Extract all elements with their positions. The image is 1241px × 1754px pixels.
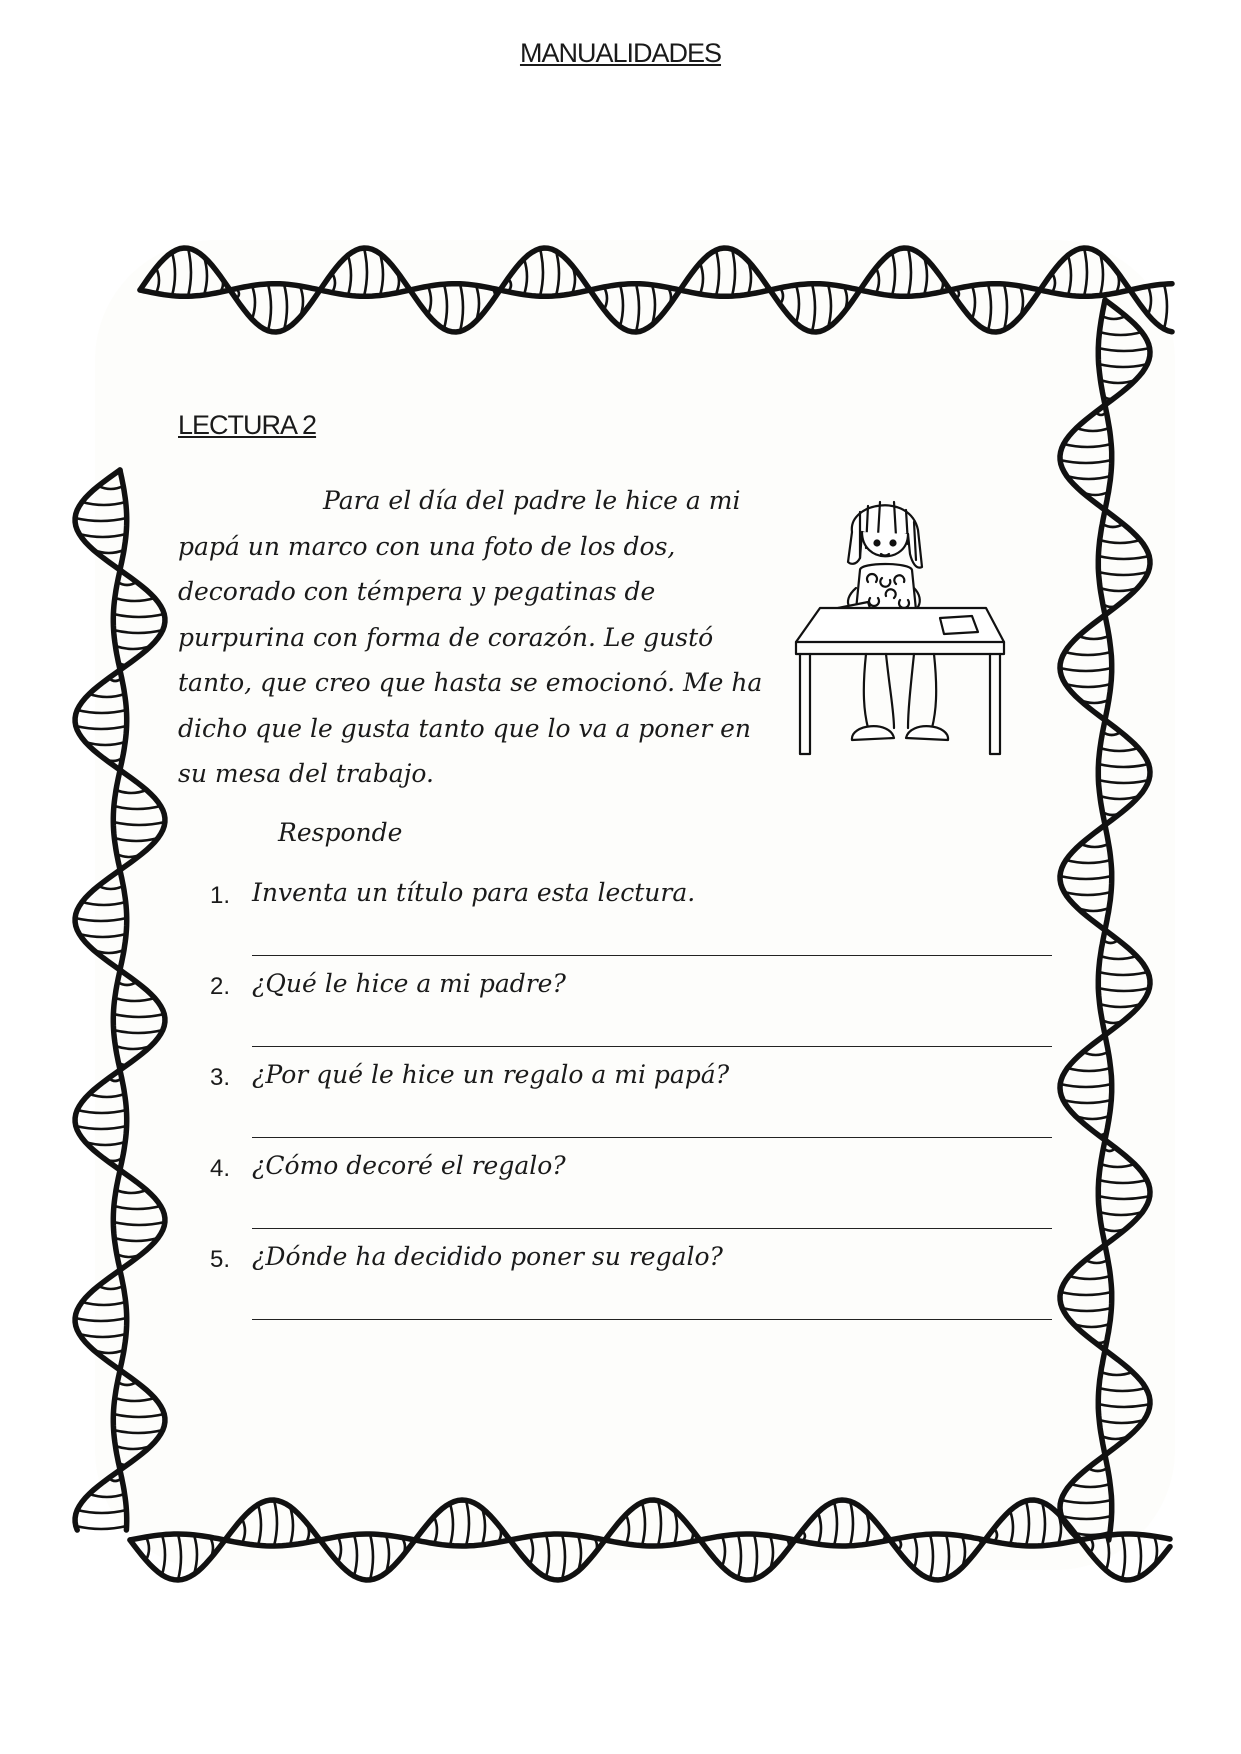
reading-line: papá un marco con una foto de los dos, — [178, 531, 676, 561]
reading-paragraph — [178, 478, 778, 797]
question-number: 4. — [210, 1155, 231, 1182]
question-text: ¿Dónde ha decidido poner su regalo? — [252, 1242, 723, 1271]
question-item — [210, 878, 1060, 969]
reading-line: decorado con témpera y pegatinas de — [178, 577, 656, 606]
question-item — [210, 1060, 1060, 1151]
question-item — [210, 1151, 1060, 1242]
question-item — [210, 969, 1060, 1060]
question-text: ¿Por qué le hice un regalo a mi papá? — [252, 1060, 730, 1089]
respond-label: Responde — [278, 818, 403, 847]
girl-at-desk-illustration — [790, 492, 1015, 757]
reading-line: su mesa del trabajo. — [178, 759, 434, 788]
reading-line: tanto, que creo que hasta se emocionó. Me ha — [178, 668, 763, 697]
answer-line[interactable] — [252, 1137, 1052, 1138]
answer-line[interactable] — [252, 955, 1052, 956]
reading-title: LECTURA 2 — [178, 410, 317, 440]
question-text: ¿Cómo decoré el regalo? — [252, 1151, 566, 1180]
reading-line: Para el día del padre le hice a mi — [323, 486, 741, 515]
answer-line[interactable] — [252, 1046, 1052, 1047]
answer-line[interactable] — [252, 1228, 1052, 1229]
reading-line: purpurina con forma de corazón. Le gustó — [178, 622, 714, 652]
question-number: 3. — [210, 1064, 231, 1091]
question-text: ¿Qué le hice a mi padre? — [252, 969, 566, 998]
question-number: 5. — [210, 1246, 231, 1273]
reading-line: dicho que le gusta tanto que lo va a poner en — [178, 713, 752, 743]
answer-line[interactable] — [252, 1319, 1052, 1320]
question-number: 1. — [210, 882, 231, 909]
question-text: Inventa un título para esta lectura. — [252, 878, 696, 907]
page-title: MANUALIDADES — [519, 38, 722, 68]
question-item — [210, 1242, 1060, 1333]
question-number: 2. — [210, 973, 231, 1000]
question-list — [210, 878, 1060, 1333]
